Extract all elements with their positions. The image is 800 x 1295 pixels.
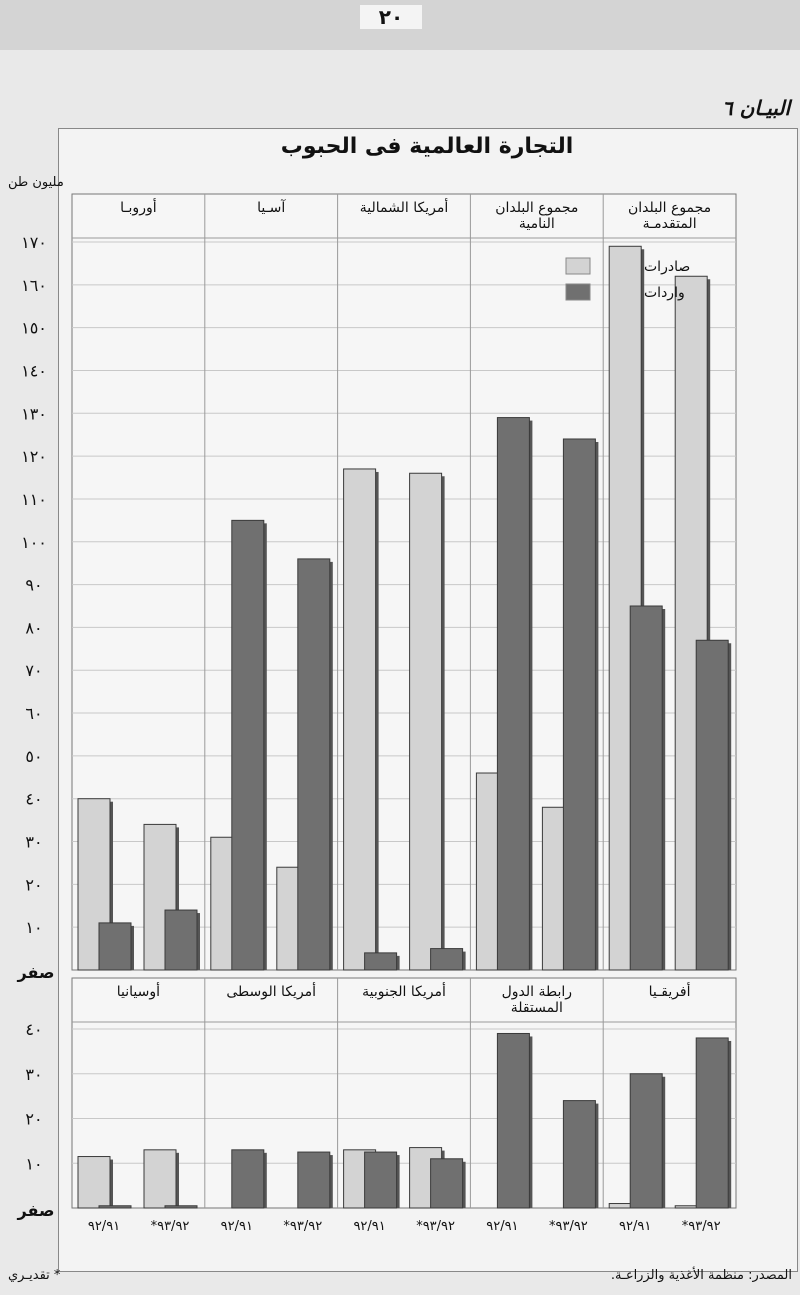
y-tick-label: ١٥٠ [21,318,47,338]
page-number: ٢٠ [360,5,422,29]
period-label: *٩٣/٩٢ [681,1219,721,1234]
zero-label: صفر [17,963,55,982]
figure-label: البيـان ٦ [721,96,790,120]
legend-label-exports: صادرات [644,259,691,275]
import-bar [99,1206,131,1208]
period-label: *٩٣/٩٢ [283,1219,323,1234]
region-label: أمريكا الشمالية [359,200,449,216]
zero-label: صفر [17,1201,55,1220]
region-label: أفريقـيا [648,984,691,1000]
legend-swatch-imports [566,284,590,300]
import-bar [298,559,330,970]
import-bar [563,439,595,970]
y-tick-label: ١٠٠ [21,532,47,552]
period-label: ٩٢/٩١ [87,1219,121,1234]
unit-label: مليون طن [8,175,64,190]
import-bar [232,520,264,970]
import-bar [99,923,131,970]
import-bar [298,1152,330,1208]
y-tick-label: ٥٠ [25,746,43,766]
import-bar [497,418,529,970]
import-bar [165,1206,197,1208]
region-label: أوسيانيا [116,984,161,1000]
import-bar [630,606,662,970]
y-tick-label: ٣٠ [25,832,43,852]
y-tick-label: ١١٠ [21,489,47,509]
y-tick-label: ٤٠ [25,789,43,809]
y-tick-label: ١٣٠ [21,404,47,424]
y-tick-label: ٩٠ [25,575,43,595]
y-tick-label: ١٢٠ [21,447,47,467]
period-label: ٩٢/٩١ [220,1219,253,1234]
export-bar [78,1157,110,1208]
import-bar [696,1038,728,1208]
period-label: *٩٣/٩٢ [548,1219,588,1234]
region-label: آسـيا [257,200,286,216]
estimate-note: * تقديـري [8,1268,61,1283]
import-bar [696,640,728,970]
region-label: أمريكا الجنوبية [362,984,446,1000]
legend-swatch-exports [566,258,590,274]
region-label: المستقلة [510,1000,563,1016]
import-bar [232,1150,264,1208]
period-label: ٩٢/٩١ [619,1219,652,1234]
region-label: رابطة الدول [501,984,573,1000]
region-label: أمريكا الوسطى [226,984,317,1000]
y-tick-label: ١٦٠ [21,275,47,295]
legend-label-imports: واردات [644,285,685,301]
export-bar [144,1150,176,1208]
import-bar [630,1074,662,1208]
chart-title: التجارة العالمية فى الحبوب [280,134,574,159]
source-note: المصدر: منظمة الأغذية والزراعـة. [610,1268,792,1283]
y-tick-label: ١٠ [25,918,43,938]
y-tick-label: ٢٠ [25,1109,43,1129]
import-bar [563,1101,595,1208]
period-label: ٩٢/٩١ [353,1219,386,1234]
y-tick-label: ٤٠ [25,1020,43,1039]
region-label: المتقدمـة [642,216,697,232]
import-bar [431,949,463,970]
y-tick-label: ٧٠ [25,661,43,681]
region-label: مجموع البلدان [627,200,712,216]
y-tick-label: ٨٠ [25,618,43,638]
y-tick-label: ١٤٠ [21,361,47,381]
region-label: النامية [518,216,555,232]
import-bar [431,1159,463,1208]
region-label: أوروبـا [120,200,157,216]
period-label: *٩٣/٩٢ [416,1219,456,1234]
y-tick-label: ٢٠ [25,875,43,895]
import-bar [365,1152,397,1208]
import-bar [165,910,197,970]
y-tick-label: ١٧٠ [21,233,47,252]
y-tick-label: ١٠ [25,1154,43,1174]
import-bar [365,953,397,970]
region-label: مجموع البلدان [495,200,579,216]
import-bar [497,1033,529,1208]
period-label: ٩٢/٩١ [486,1219,519,1234]
y-tick-label: ٦٠ [25,704,43,724]
period-label: *٩٣/٩٢ [150,1219,190,1234]
y-tick-label: ٣٠ [25,1064,43,1084]
export-bar [410,473,442,970]
export-bar [344,469,376,970]
